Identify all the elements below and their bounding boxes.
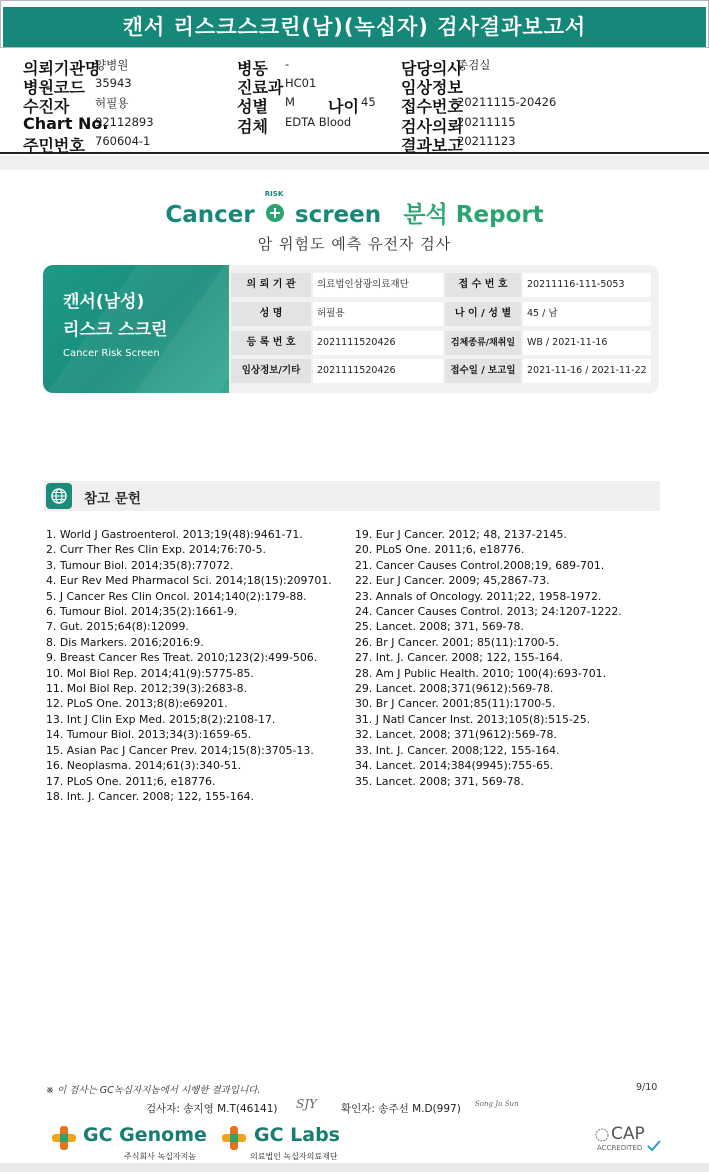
banner-title-2: 리스크 스크린 [63,320,168,340]
reference-item: 5. J Cancer Res Clin Oncol. 2014;140(2):179-88. [46,589,307,603]
globe-icon [46,483,72,509]
reference-item: 28. Am J Public Health. 2010; 100(4):693-701. [355,666,607,680]
reference-item: 27. Int. J. Cancer. 2008; 122, 155-164. [355,651,564,665]
header-key: 의뢰기관명 [23,59,101,78]
logo2-subtext: 의료법인 녹십자의료재단 [250,1152,338,1161]
header-value: HC01 [285,76,317,90]
reference-item: 33. Int. J. Cancer. 2008;122, 155-164. [355,743,560,757]
header-key: Chart No. [23,114,109,133]
reference-item: 4. Eur Rev Med Pharmacol Sci. 2014;18(15):209701. [46,574,332,588]
patient-header [0,52,709,154]
info-key: 검체종류/채취일 [445,331,521,355]
header-key: 담당의사 [401,59,463,78]
reference-item: 35. Lancet. 2008; 371, 569-78. [355,774,524,788]
report-subtitle: 암 위험도 예측 유전자 검사 [257,235,452,253]
reference-item: 13. Int J Clin Exp Med. 2015;8(2):2108-17. [46,712,276,726]
info-value: WB / 2021-11-16 [523,331,651,355]
reference-item: 7. Gut. 2015;64(8):12099. [46,620,189,634]
info-key: 임상정보/기타 [231,359,311,383]
header-key: 수진자 [23,97,70,116]
info-key: 접 수 번 호 [445,273,521,297]
reference-item: 29. Lancet. 2008;371(9612):569-78. [355,682,554,696]
info-value: 20211116-111-5053 [523,273,651,297]
info-value: 45 / 남 [523,302,651,326]
header-value: 20211115 [457,115,516,129]
header-key: 검사의뢰 [401,117,463,136]
reference-item: 17. PLoS One. 2011;6, e18776. [46,774,216,788]
reference-item: 30. Br J Cancer. 2001;85(11):1700-5. [355,697,556,711]
cap-seal-icon [595,1128,609,1142]
brand-banner [0,190,709,232]
reference-item: 24. Cancer Causes Control. 2013; 24:1207-1222. [355,605,622,619]
info-row [231,331,651,355]
age-value: 45 [361,95,376,109]
banner-title-1: 캔서(남성) [63,292,145,312]
title-bar [0,0,709,48]
header-value: 92112893 [95,115,154,129]
reference-item: 6. Tumour Biol. 2014;35(2):1661-9. [46,605,238,619]
risk-logo-icon [260,190,290,222]
reference-item: 2. Curr Ther Res Clin Exp. 2014;76:70-5. [46,543,266,557]
references-list-right [355,527,622,789]
reference-item: 20. PLoS One. 2011;6, e18776. [355,543,525,557]
reference-item: 12. PLoS One. 2013;8(8):e69201. [46,697,228,711]
header-value: EDTA Blood [285,115,352,129]
reference-item: 10. Mol Biol Rep. 2014;41(9):5775-85. [46,666,254,680]
banner-title-en: Cancer Risk Screen [63,348,160,359]
brand-screen: screen [294,202,382,228]
cap-subtext: ACCREDITED [597,1144,643,1152]
reference-item: 3. Tumour Biol. 2014;35(8):77072. [46,558,234,572]
header-key: 병동 [237,59,268,78]
header-value: 양병원 [95,58,129,72]
reference-item: 32. Lancet. 2008; 371(9612):569-78. [355,728,557,742]
header-key: 주민번호 [23,136,85,155]
header-key: 검체 [237,117,268,136]
info-card-banner [43,265,229,393]
info-value: 2021111520426 [313,331,443,355]
logo1-text: GC Genome [83,1124,207,1146]
info-key: 성 명 [231,302,311,326]
reference-item: 15. Asian Pac J Cancer Prev. 2014;15(8):3705-13. [46,743,314,757]
brand-risk: RISK [264,190,284,198]
header-key: 결과보고 [401,136,463,155]
references-heading [44,481,660,511]
references-list-left [46,527,332,804]
reference-item: 26. Br J Cancer. 2001; 85(11):1700-5. [355,635,559,649]
reference-item: 14. Tumour Biol. 2013;34(3):1659-65. [46,728,252,742]
reference-item: 25. Lancet. 2008; 371, 569-78. [355,620,524,634]
reference-item: 1. World J Gastroenterol. 2013;19(48):9461-71. [46,528,303,541]
reference-item: 11. Mol Biol Rep. 2012;39(3):2683-8. [46,682,247,696]
info-row [231,359,651,383]
header-key: 임상정보 [401,78,463,97]
brand-analysis: 분석 Report [403,202,544,228]
reference-item: 18. Int. J. Cancer. 2008; 122, 155-164. [46,789,255,803]
age-key: 나이 [328,97,359,116]
header-key: 성별 [237,97,268,116]
examiner: 검사자: 송지영 M.T(46141) [146,1103,278,1115]
header-value: 종검실 [457,58,491,72]
header-value: 760604-1 [95,134,151,148]
info-row [231,302,651,326]
info-row [231,273,651,297]
page-number: 9/10 [636,1082,658,1093]
reference-item: 31. J Natl Cancer Inst. 2013;105(8):515-25. [355,712,591,726]
reference-item: 22. Eur J Cancer. 2009; 45,2867-73. [355,574,550,588]
info-key: 접수일 / 보고일 [445,359,521,383]
header-key: 병원코드 [23,78,85,97]
checkmark-icon [647,1140,661,1152]
header-value: 20211123 [457,134,516,148]
info-value: 의료법인삼광의료재단 [313,273,443,297]
reference-item: 16. Neoplasma. 2014;61(3):340-51. [46,759,242,773]
header-value: 허필용 [95,96,129,110]
examiner-signature: SJY [296,1097,317,1111]
confirmer-signature: Song Ju Sun [475,1100,519,1108]
report-title: 캔서 리스크스크린(남)(녹십자) 검사결과보고서 [3,7,706,47]
gc-labs-logo [220,1122,360,1162]
info-key: 나 이 / 성 별 [445,302,521,326]
reference-item: 34. Lancet. 2014;384(9945):755-65. [355,759,554,773]
reference-item: 8. Dis Markers. 2016;2016:9. [46,635,204,649]
header-key: 진료과 [237,78,284,97]
info-value: 2021111520426 [313,359,443,383]
info-value: 허필용 [313,302,443,326]
reference-item: 23. Annals of Oncology. 2011;22, 1958-1972. [355,589,602,603]
section-divider [0,156,709,170]
references-title: 참고 문헌 [84,491,141,507]
gc-genome-logo [50,1122,210,1162]
header-key: 접수번호 [401,97,463,116]
reference-item: 19. Eur J Cancer. 2012; 48, 2137-2145. [355,528,567,541]
confirmer: 확인자: 송주선 M.D(997) [341,1103,461,1115]
reference-item: 21. Cancer Causes Control.2008;19, 689-701. [355,558,605,572]
footer-note: ※ 이 검사는 GC녹십자지놈에서 시행한 결과입니다. [46,1085,261,1096]
info-value: 2021-11-16 / 2021-11-22 [523,359,651,383]
logo1-subtext: 주식회사 녹십자지놈 [124,1152,197,1161]
header-value: - [285,57,290,71]
logo2-text: GC Labs [254,1124,340,1146]
reference-item: 9. Breast Cancer Res Treat. 2010;123(2):499-506. [46,651,318,665]
info-key: 의 뢰 기 관 [231,273,311,297]
cap-accredited-logo [595,1124,665,1158]
gc-cross-icon [50,1124,78,1152]
brand-cancer: Cancer [165,202,255,228]
gc-cross-icon [220,1124,248,1152]
info-key: 등 록 번 호 [231,331,311,355]
header-value: 35943 [95,76,132,90]
cap-text: CAP [611,1124,645,1144]
header-value: 20211115-20426 [457,95,557,109]
page-edge [0,1163,709,1172]
header-value: M [285,95,295,109]
